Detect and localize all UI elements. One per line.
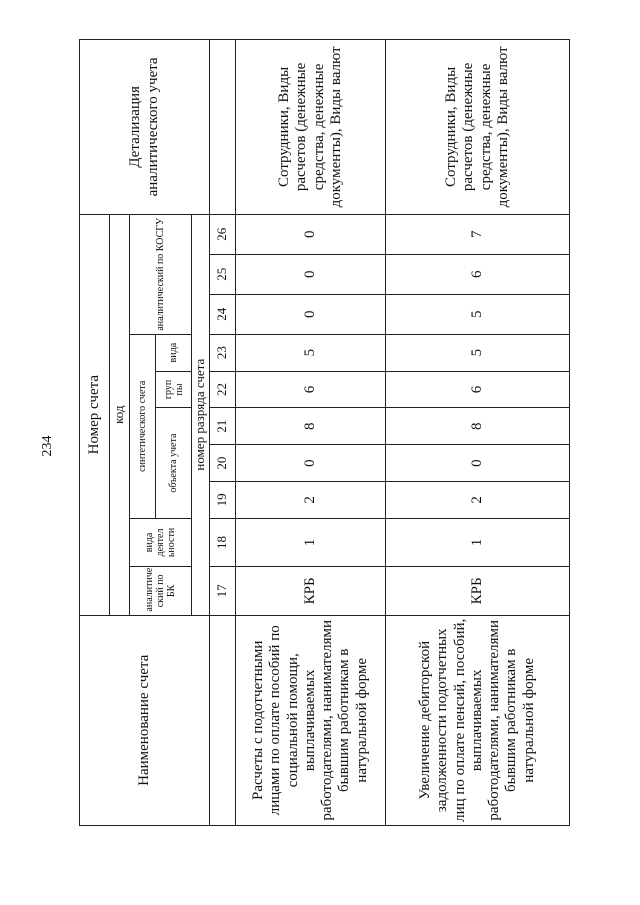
- digit-blank-left: [210, 615, 236, 825]
- row-1-val-24: 0: [236, 294, 386, 334]
- header-analytic-bk: аналитиче ский по БК: [130, 567, 192, 615]
- digit-19: 19: [210, 481, 236, 518]
- header-account-object: объекта учета: [156, 408, 192, 518]
- header-account-name: Наименование счета: [80, 615, 210, 825]
- row-1-val-20: 0: [236, 445, 386, 482]
- row-2-val-18: 1: [386, 518, 570, 566]
- rotated-table-container: [79, 39, 569, 826]
- row-2-val-21: 8: [386, 408, 570, 445]
- digit-23: 23: [210, 334, 236, 371]
- header-account-number: Номер счета: [80, 214, 110, 615]
- digit-24: 24: [210, 294, 236, 334]
- table-row: [236, 40, 386, 826]
- row-2-val-17: КРБ: [386, 567, 570, 615]
- accounts-table: [79, 39, 570, 826]
- digit-blank-right: [210, 40, 236, 215]
- row-2-val-22: 6: [386, 371, 570, 408]
- table-row: [386, 40, 570, 826]
- header-detail: Детализация аналитического учета: [80, 40, 210, 215]
- row-2-val-26: 7: [386, 214, 570, 254]
- header-code: код: [110, 214, 130, 615]
- row-1-account-name: Расчеты с подотчетными лицами по оплате пособий по социальной помощи, выплачиваемых работодателями, нанимателями бывшим работникам в натуральной форме: [236, 615, 386, 825]
- row-2-val-20: 0: [386, 445, 570, 482]
- header-row-1: [80, 40, 110, 826]
- row-1-val-18: 1: [236, 518, 386, 566]
- digit-26: 26: [210, 214, 236, 254]
- row-2-account-name: Увеличение дебиторской задолженности подотчетных лиц по оплате пенсий, пособий, выплачиваемых работодателями, нанимателями бывшим работникам в натуральной форме: [386, 615, 570, 825]
- row-2-val-25: 6: [386, 254, 570, 294]
- digit-21: 21: [210, 408, 236, 445]
- row-2-detail: Сотрудники, Виды расчетов (денежные средства, денежные документы), Виды валют: [386, 40, 570, 215]
- row-1-val-22: 6: [236, 371, 386, 408]
- row-2-val-19: 2: [386, 481, 570, 518]
- row-1-detail: Сотрудники, Виды расчетов (денежные средства, денежные документы), Виды валют: [236, 40, 386, 215]
- header-kind: вида: [156, 334, 192, 371]
- header-group: груп пы: [156, 371, 192, 408]
- row-2-val-23: 5: [386, 334, 570, 371]
- header-synthetic: синтетического счета: [130, 334, 156, 518]
- header-activity-type: вида деятел ьности: [130, 518, 192, 566]
- row-1-val-21: 8: [236, 408, 386, 445]
- digits-row: [210, 40, 236, 826]
- digit-18: 18: [210, 518, 236, 566]
- digit-25: 25: [210, 254, 236, 294]
- digit-20: 20: [210, 445, 236, 482]
- row-2-val-24: 5: [386, 294, 570, 334]
- row-1-val-25: 0: [236, 254, 386, 294]
- digit-22: 22: [210, 371, 236, 408]
- header-analytic-kosgu: аналитический по КОСГУ: [130, 214, 192, 334]
- page-number: 234: [40, 435, 55, 457]
- row-1-val-19: 2: [236, 481, 386, 518]
- row-1-val-26: 0: [236, 214, 386, 254]
- row-1-val-17: КРБ: [236, 567, 386, 615]
- row-1-val-23: 5: [236, 334, 386, 371]
- digit-17: 17: [210, 567, 236, 615]
- header-digit-number: номер разряда счета: [192, 214, 210, 615]
